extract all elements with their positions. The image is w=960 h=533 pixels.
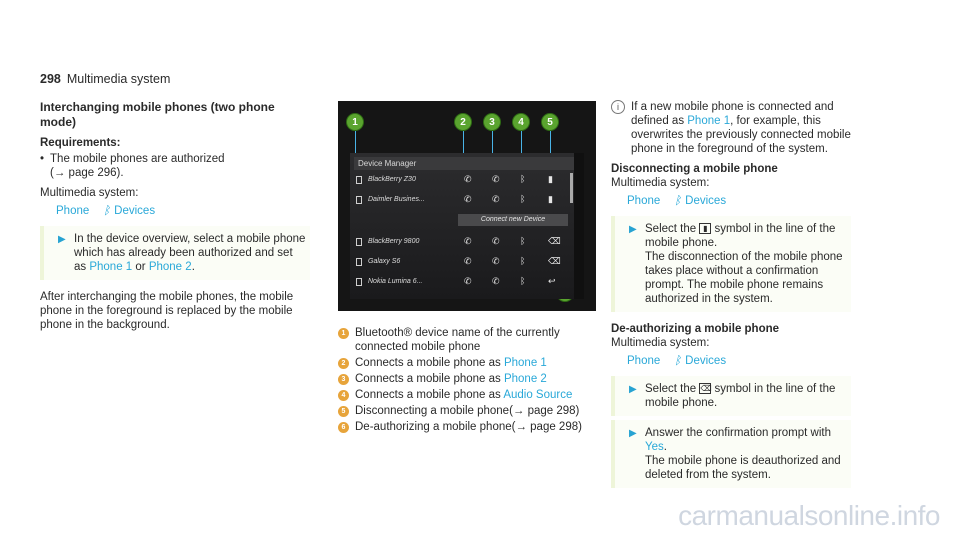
phone1-link[interactable]: Phone 1 <box>89 261 133 273</box>
callout-3: 3 <box>483 113 501 131</box>
menu-phone[interactable]: Phone <box>627 355 661 367</box>
phone-icon <box>356 238 362 246</box>
bluetooth-audio-icon[interactable]: ᛒ <box>520 256 526 266</box>
step-arrow-icon: ▶ <box>629 428 637 439</box>
bluetooth-audio-icon[interactable]: ᛒ <box>520 236 526 246</box>
section-title: Multimedia system <box>66 72 171 86</box>
requirement-item: • The mobile phones are authorized (→ page 296). <box>40 153 225 179</box>
menu-path <box>611 354 851 368</box>
yes-link[interactable]: Yes <box>645 441 664 453</box>
connect-new-device-button[interactable]: Connect new Device <box>458 214 568 226</box>
info-note: i If a new mobile phone is connected and defined as Phone 1, for example, this overwrites the previously connected mobile phone in the foreground of the system. <box>611 100 851 156</box>
step-select-phone: ▶ In the device overview, select a mobile phone which has already been authorized and set as Phone 1 or Phone 2. <box>40 226 310 280</box>
bluetooth-audio-icon[interactable]: ᛒ <box>520 194 526 204</box>
bluetooth-audio-icon[interactable]: ᛒ <box>520 276 526 286</box>
after-text: After interchanging the mobile phones, the mobile phone in the foreground is replaced by the mobile phone in the background. <box>40 291 294 331</box>
device-row[interactable]: Daimler Busines... ✆ ✆ ᛒ ▮ <box>354 191 566 208</box>
page-number: 298 <box>40 72 61 86</box>
menu-devices[interactable]: ᛒ Devices <box>103 205 156 217</box>
step-deauthorize: ▶ Select the ⌫ symbol in the line of the mobile phone. <box>611 376 851 416</box>
step-arrow-icon: ▶ <box>58 234 66 245</box>
device-row[interactable]: Galaxy S6 ✆ ✆ ᛒ ⌫ <box>354 253 566 270</box>
page-ref[interactable]: (→ page 296). <box>50 167 124 179</box>
device-manager-screenshot <box>338 101 596 311</box>
legend-item: 3 Connects a mobile phone as Phone 2 <box>338 372 606 386</box>
multimedia-label: Multimedia system: <box>611 337 710 349</box>
requirements-label: Requirements: <box>40 137 121 149</box>
watermark: carmanualsonline.info <box>678 500 940 531</box>
menu-phone[interactable]: Phone <box>627 195 661 207</box>
multimedia-label: Multimedia system: <box>40 187 139 199</box>
phone-icon <box>356 278 362 286</box>
device-row[interactable]: BlackBerry 9800 ✆ ✆ ᛒ ⌫ <box>354 233 566 250</box>
legend-item: 4 Connects a mobile phone as Audio Source <box>338 388 606 402</box>
bluetooth-icon: ᛒ <box>674 355 682 367</box>
step-answer: ▶ Answer the confirmation prompt with Yes. The mobile phone is deauthorized and deleted from the system. <box>611 420 851 488</box>
phone2-icon[interactable]: ✆ <box>492 276 500 286</box>
callout-2: 2 <box>454 113 472 131</box>
phone1-icon[interactable]: ✆ <box>464 276 472 286</box>
section-heading: Interchanging mobile phones (two phone mode) <box>40 100 275 129</box>
menu-path <box>40 204 310 218</box>
callout-1: 1 <box>346 113 364 131</box>
phone2-icon[interactable]: ✆ <box>492 256 500 266</box>
multimedia-label: Multimedia system: <box>611 177 710 189</box>
phone2-icon[interactable]: ✆ <box>492 236 500 246</box>
legend-item: 6 De-authorizing a mobile phone(→ page 298) <box>338 420 606 434</box>
deauth-heading: De-authorizing a mobile phone <box>611 323 780 335</box>
device-manager-title: Device Manager <box>354 157 576 170</box>
step-disconnect: ▶ Select the ▮ symbol in the line of the mobile phone. The disconnection of the mobile phone takes place without a confirmation prompt. The mobile phone remains authorized in the system. <box>611 216 851 312</box>
bluetooth-icon: ᛒ <box>674 195 682 207</box>
page-header <box>40 72 170 86</box>
head-unit-screen <box>350 153 584 299</box>
callout-5: 5 <box>541 113 559 131</box>
phone2-icon[interactable]: ✆ <box>492 194 500 204</box>
menu-path <box>611 194 851 208</box>
callout-4: 4 <box>512 113 530 131</box>
screen-sidebar <box>574 153 584 299</box>
scrollbar[interactable] <box>570 173 573 203</box>
menu-devices[interactable]: ᛒ Devices <box>674 195 727 207</box>
delete-symbol-icon: ⌫ <box>700 384 712 394</box>
menu-devices[interactable]: ᛒ Devices <box>674 355 727 367</box>
step-arrow-icon: ▶ <box>629 384 637 395</box>
column-right <box>611 100 851 498</box>
step-arrow-icon: ▶ <box>629 224 637 235</box>
phone1-icon[interactable]: ✆ <box>464 174 472 184</box>
phone-icon <box>356 258 362 266</box>
bluetooth-icon: ᛒ <box>103 205 111 217</box>
column-left <box>40 100 310 338</box>
phone1-icon[interactable]: ✆ <box>464 194 472 204</box>
bluetooth-audio-icon[interactable]: ᛒ <box>520 174 526 184</box>
bullet-icon: • <box>40 153 45 165</box>
legend-item: 2 Connects a mobile phone as Phone 1 <box>338 356 606 370</box>
disconnect-icon[interactable]: ▮ <box>548 194 553 204</box>
phone1-icon[interactable]: ✆ <box>464 256 472 266</box>
menu-phone[interactable]: Phone <box>56 205 90 217</box>
figure-legend <box>338 326 606 436</box>
phone-icon <box>356 196 362 204</box>
info-icon: i <box>611 100 625 114</box>
delete-icon[interactable]: ⌫ <box>548 236 561 246</box>
phone1-icon[interactable]: ✆ <box>464 236 472 246</box>
disconnect-symbol-icon: ▮ <box>699 223 711 234</box>
disconnect-icon[interactable]: ▮ <box>548 174 553 184</box>
phone-icon <box>356 176 362 184</box>
phone2-link[interactable]: Phone 2 <box>148 261 192 273</box>
phone2-icon[interactable]: ✆ <box>492 174 500 184</box>
device-row[interactable]: Nokia Lumina 6... ✆ ✆ ᛒ ↩ <box>354 273 566 290</box>
delete-icon[interactable]: ⌫ <box>548 256 561 266</box>
legend-item: 1 Bluetooth® device name of the currently connected mobile phone <box>338 326 606 354</box>
device-row[interactable]: BlackBerry Z30 ✆ ✆ ᛒ ▮ <box>354 171 566 188</box>
legend-item: 5 Disconnecting a mobile phone(→ page 298) <box>338 404 606 418</box>
back-icon[interactable]: ↩ <box>548 276 556 286</box>
disconnect-heading: Disconnecting a mobile phone <box>611 163 778 175</box>
